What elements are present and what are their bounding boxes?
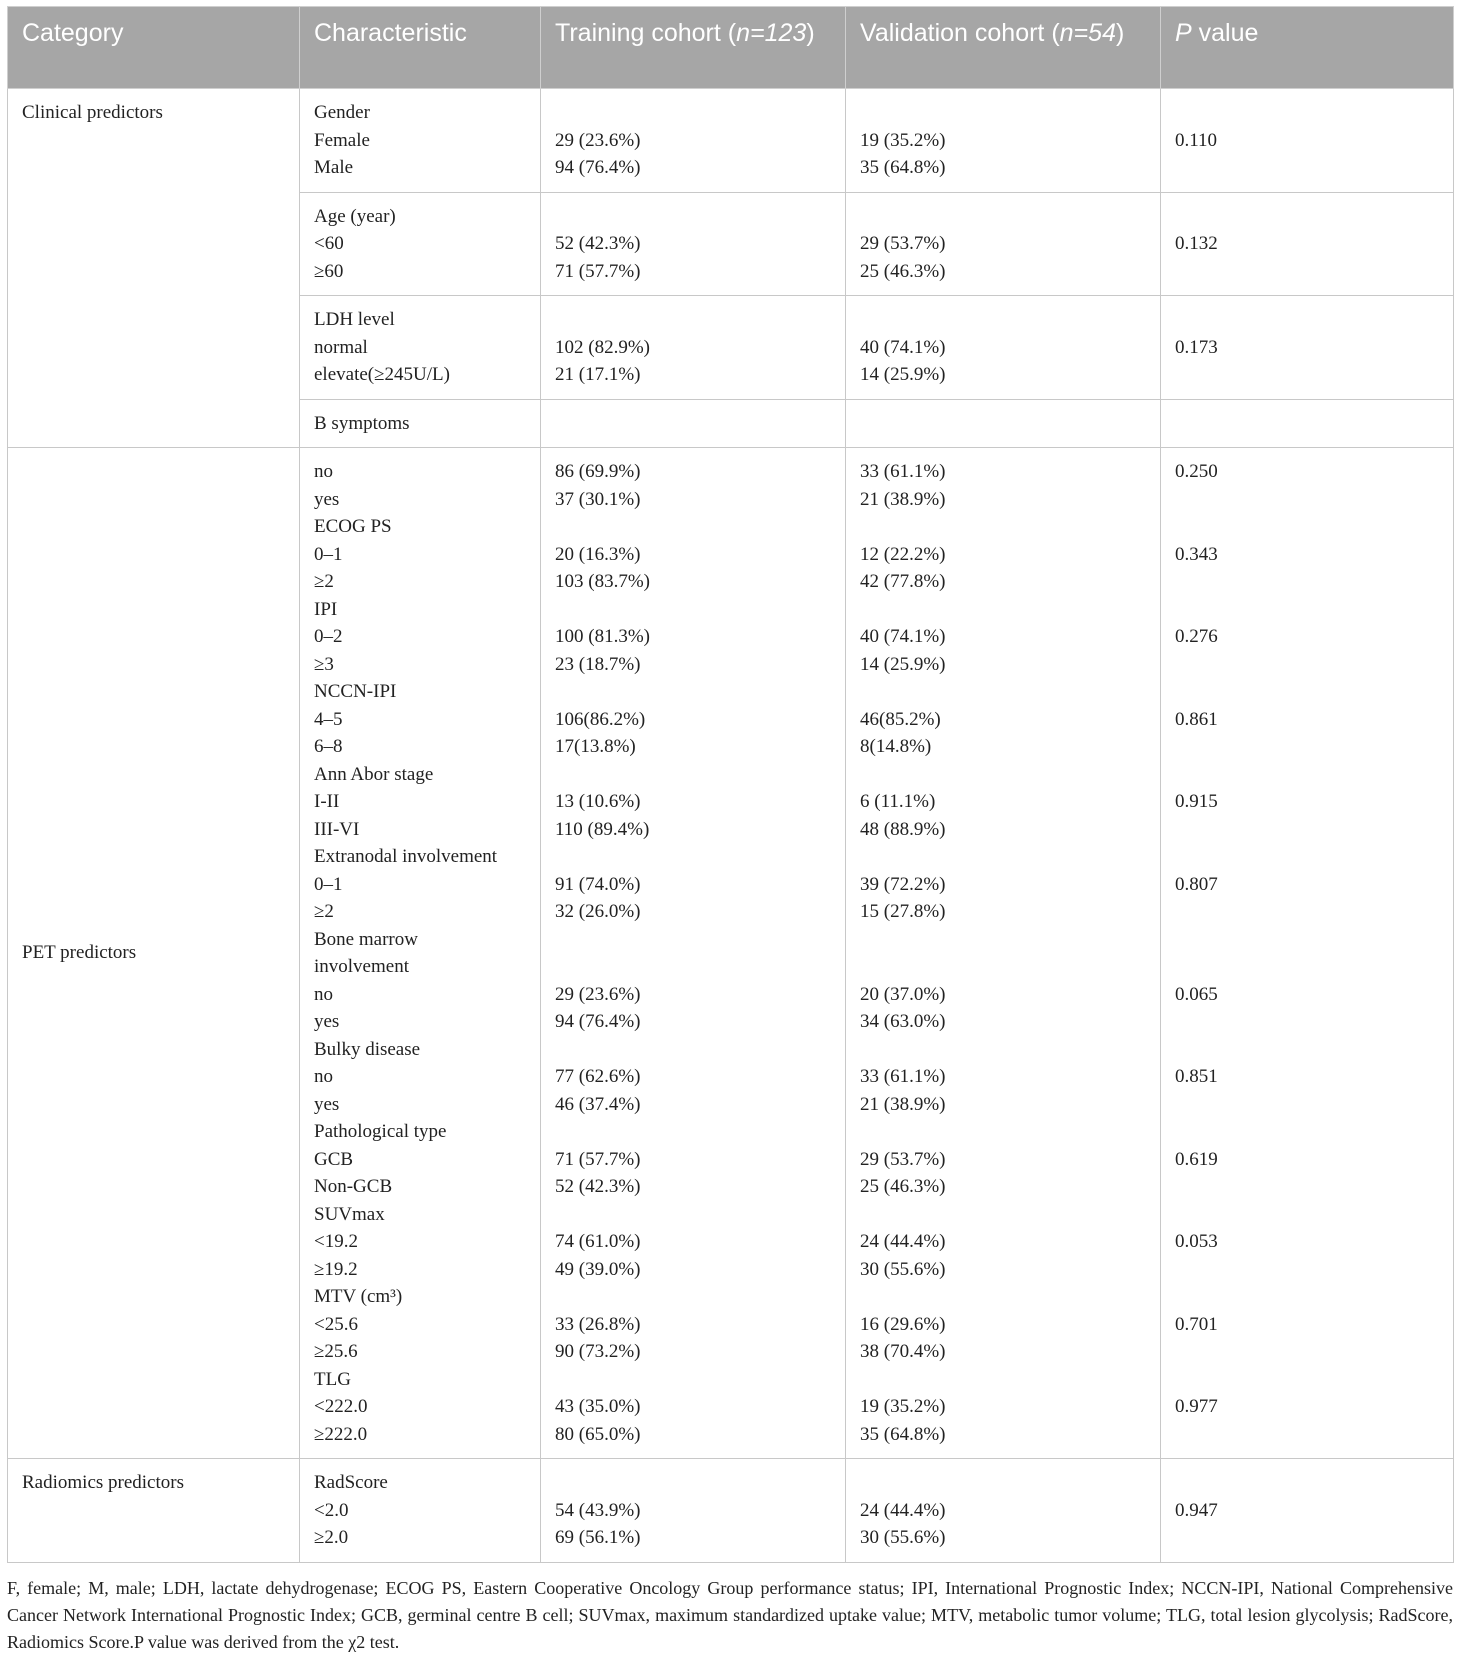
cell-line: no: [314, 461, 333, 482]
cell-line: [555, 953, 831, 981]
cell-line: 54 (43.9%): [555, 1499, 641, 1521]
cell-line: Pathological type: [314, 1121, 447, 1142]
cell-line: Non-GCB: [314, 1176, 393, 1197]
cell-line: [860, 1036, 1146, 1064]
cell-line: 0.807: [1175, 873, 1218, 895]
cell-line: 19 (35.2%): [860, 1396, 946, 1417]
cell-line: 20 (37.0%): [860, 983, 946, 1005]
cell-line: [1175, 761, 1439, 789]
cell-line: 20 (16.3%): [555, 543, 641, 565]
cell-line: 46(85.2%): [860, 708, 941, 730]
cell-line: 46 (37.4%): [555, 1093, 641, 1115]
cell-line: ≥2.0: [314, 1527, 349, 1548]
cell-line: [860, 926, 1146, 954]
cell-line: SUVmax: [314, 1203, 385, 1225]
cell-line: 0.250: [1175, 461, 1218, 482]
cell-line: 34 (63.0%): [860, 1011, 946, 1032]
cell-line: involvement: [314, 956, 409, 977]
cell-line: 0.110: [1175, 129, 1218, 151]
table-container: [7, 6, 1453, 1656]
cell-line: 77 (62.6%): [555, 1066, 641, 1087]
cell-line: [1175, 306, 1439, 334]
cell-line: yes: [314, 1093, 340, 1115]
cell-line: 94 (76.4%): [555, 157, 641, 178]
cell-line: [555, 678, 831, 706]
cell-line: [860, 1118, 1146, 1146]
cell-line: [860, 761, 1146, 789]
cell-line: [1175, 926, 1439, 954]
cell-line: 39 (72.2%): [860, 873, 946, 895]
table-body: [8, 89, 1454, 1563]
cell-line: 94 (76.4%): [555, 1011, 641, 1032]
characteristic-cell: [300, 296, 541, 400]
cell-line: <2.0: [314, 1499, 349, 1521]
cell-line: 49 (39.0%): [555, 1258, 641, 1280]
cell-line: no: [314, 983, 333, 1005]
cell-line: [1175, 486, 1439, 514]
cell-line: [860, 410, 1146, 438]
cell-line: I-II: [314, 791, 340, 812]
cell-line: 21 (38.9%): [860, 488, 946, 510]
cell-line: [555, 410, 831, 438]
cell-line: <222.0: [314, 1396, 368, 1417]
cell-line: NCCN-IPI: [314, 681, 397, 702]
cell-line: LDH level: [314, 309, 395, 330]
cell-line: [1175, 1008, 1439, 1036]
validation-cell: [846, 399, 1161, 448]
cell-line: ≥25.6: [314, 1341, 358, 1362]
header-training-cohort: Training cohort (n=123): [541, 7, 846, 89]
cell-line: 74 (61.0%): [555, 1231, 641, 1252]
category-cell: Clinical predictors: [8, 89, 300, 448]
cell-line: [860, 953, 1146, 981]
cell-line: III-VI: [314, 818, 360, 840]
cell-line: [860, 1283, 1146, 1311]
cell-line: 35 (64.8%): [860, 1423, 946, 1445]
cell-line: 102 (82.9%): [555, 336, 650, 358]
cell-line: 0.977: [1175, 1396, 1218, 1417]
cell-line: 0.276: [1175, 626, 1218, 647]
p-value-cell: [1161, 89, 1454, 193]
cell-line: 16 (29.6%): [860, 1313, 946, 1335]
cell-line: [1175, 1256, 1439, 1284]
cell-line: [555, 306, 831, 334]
cell-line: ≥2: [314, 571, 334, 592]
cell-line: [1175, 258, 1439, 286]
cell-line: [1175, 203, 1439, 231]
cell-line: <60: [314, 233, 344, 254]
cell-line: 80 (65.0%): [555, 1423, 641, 1445]
cell-line: GCB: [314, 1148, 354, 1170]
cell-line: [1175, 513, 1439, 541]
table-footnote: F, female; M, male; LDH, lactate dehydrogenase; ECOG PS, Eastern Cooperative Oncology Group performance status; IPI, International Prognostic Index; NCCN-IPI, National Comprehensive Cancer Network International Prognostic Index; GCB, germinal centre B cell; SUVmax, maximum standardized uptake value; MTV, metabolic tumor volume; TLG, total lesion glycolysis; RadScore, Radiomics Score.P value was derived from the χ2 test.: [7, 1577, 1453, 1652]
cell-line: 0.065: [1175, 983, 1218, 1005]
cell-line: [860, 1469, 1146, 1497]
characteristic-cell: [300, 192, 541, 296]
cell-line: 15 (27.8%): [860, 901, 946, 922]
cell-line: 6–8: [314, 736, 343, 757]
cell-line: 0.915: [1175, 791, 1218, 812]
cell-line: [1175, 154, 1439, 182]
cohort-characteristics-table: [7, 6, 1454, 1563]
cell-line: 29 (23.6%): [555, 129, 641, 151]
cell-line: [1175, 1421, 1439, 1449]
cell-line: [1175, 953, 1439, 981]
training-cell: [541, 89, 846, 193]
cell-line: 0.343: [1175, 543, 1218, 565]
cell-line: 8(14.8%): [860, 736, 932, 757]
cell-line: [555, 1283, 831, 1311]
cell-line: 110 (89.4%): [555, 818, 650, 840]
validation-cell: [846, 296, 1161, 400]
training-cell: [541, 399, 846, 448]
cell-line: [555, 1118, 831, 1146]
cell-line: 0.861: [1175, 708, 1218, 730]
cell-line: 25 (46.3%): [860, 260, 946, 282]
cell-line: 21 (17.1%): [555, 364, 641, 385]
cell-line: [1175, 1201, 1439, 1229]
cell-line: [1175, 1524, 1439, 1552]
cell-line: 35 (64.8%): [860, 157, 946, 178]
cell-line: 106(86.2%): [555, 708, 646, 730]
cell-line: [1175, 1283, 1439, 1311]
cell-line: [555, 1469, 831, 1497]
cell-line: 24 (44.4%): [860, 1499, 946, 1521]
cell-line: Male: [314, 157, 354, 178]
p-value-cell: [1161, 448, 1454, 1459]
cell-line: ≥3: [314, 653, 334, 675]
cell-line: [860, 306, 1146, 334]
cell-line: <25.6: [314, 1313, 358, 1335]
validation-cell: [846, 1459, 1161, 1563]
cell-line: 0.851: [1175, 1066, 1218, 1087]
cell-line: [860, 1201, 1146, 1229]
cell-line: MTV (cm³): [314, 1286, 403, 1307]
cell-line: 33 (61.1%): [860, 1066, 946, 1087]
cell-line: Ann Abor stage: [314, 763, 434, 785]
cell-line: [555, 761, 831, 789]
cell-line: 0–2: [314, 626, 343, 647]
cell-line: Extranodal involvement: [314, 846, 498, 867]
cell-line: 103 (83.7%): [555, 571, 650, 592]
cell-line: [1175, 1469, 1439, 1497]
cell-line: 71 (57.7%): [555, 260, 641, 282]
training-cell: [541, 448, 846, 1459]
cell-line: Bulky disease: [314, 1038, 421, 1060]
cell-line: 23 (18.7%): [555, 653, 641, 675]
cell-line: no: [314, 1066, 333, 1087]
cell-line: [1175, 1173, 1439, 1201]
cell-line: 40 (74.1%): [860, 336, 946, 358]
cell-line: 30 (55.6%): [860, 1258, 946, 1280]
cell-line: Bone marrow: [314, 928, 418, 950]
cell-line: 4–5: [314, 708, 343, 730]
cell-line: 40 (74.1%): [860, 626, 946, 647]
cell-line: 0–1: [314, 543, 343, 565]
validation-cell: [846, 192, 1161, 296]
cell-line: 30 (55.6%): [860, 1527, 946, 1548]
cell-line: [860, 678, 1146, 706]
cell-line: 52 (42.3%): [555, 233, 641, 254]
cell-line: 12 (22.2%): [860, 543, 946, 565]
characteristic-cell: [300, 448, 541, 1459]
cell-line: 48 (88.9%): [860, 818, 946, 840]
header-characteristic: Characteristic: [300, 7, 541, 89]
cell-line: 38 (70.4%): [860, 1341, 946, 1362]
cell-line: 6 (11.1%): [860, 791, 936, 812]
cell-line: 25 (46.3%): [860, 1176, 946, 1197]
cell-line: [1175, 816, 1439, 844]
table-row: [8, 448, 1454, 1459]
cell-line: <19.2: [314, 1231, 358, 1252]
cell-line: [1175, 898, 1439, 926]
cell-line: 21 (38.9%): [860, 1093, 946, 1115]
p-value-cell: [1161, 1459, 1454, 1563]
cell-line: Female: [314, 129, 370, 151]
cell-line: yes: [314, 1011, 340, 1032]
cell-line: IPI: [314, 598, 338, 620]
cell-line: [1175, 1091, 1439, 1119]
cell-line: [555, 1366, 831, 1394]
cell-line: [1175, 1366, 1439, 1394]
cell-line: [1175, 1118, 1439, 1146]
cell-line: 0.619: [1175, 1148, 1218, 1170]
cell-line: [555, 99, 831, 127]
cell-line: [1175, 410, 1439, 438]
cell-line: 86 (69.9%): [555, 461, 641, 482]
category-cell: Radiomics predictors: [8, 1459, 300, 1563]
cell-line: 29 (23.6%): [555, 983, 641, 1005]
header-row: [8, 7, 1454, 89]
cell-line: 71 (57.7%): [555, 1148, 641, 1170]
cell-line: [1175, 568, 1439, 596]
cell-line: 52 (42.3%): [555, 1176, 641, 1197]
cell-line: [1175, 678, 1439, 706]
cell-line: ≥222.0: [314, 1423, 368, 1445]
cell-line: [1175, 843, 1439, 871]
validation-cell: [846, 448, 1161, 1459]
category-cell: PET predictors: [8, 448, 300, 1459]
p-value-cell: [1161, 192, 1454, 296]
cell-line: 33 (26.8%): [555, 1313, 641, 1335]
cell-line: [1175, 99, 1439, 127]
characteristic-cell: [300, 1459, 541, 1563]
cell-line: [1175, 596, 1439, 624]
characteristic-cell: [300, 399, 541, 448]
training-cell: [541, 192, 846, 296]
cell-line: ECOG PS: [314, 516, 392, 537]
cell-line: 43 (35.0%): [555, 1396, 641, 1417]
cell-line: elevate(≥245U/L): [314, 364, 450, 385]
cell-line: Age (year): [314, 205, 396, 227]
cell-line: 69 (56.1%): [555, 1527, 641, 1548]
cell-line: [1175, 1036, 1439, 1064]
cell-line: yes: [314, 488, 340, 510]
training-cell: [541, 1459, 846, 1563]
cell-line: [1175, 1338, 1439, 1366]
cell-line: 29 (53.7%): [860, 1148, 946, 1170]
table-header: [8, 7, 1454, 89]
p-value-cell: [1161, 296, 1454, 400]
cell-line: [555, 203, 831, 231]
cell-line: 0.132: [1175, 233, 1218, 254]
cell-line: [555, 1036, 831, 1064]
p-value-cell: [1161, 399, 1454, 448]
training-cell: [541, 296, 846, 400]
header-validation-cohort: Validation cohort (n=54): [846, 7, 1161, 89]
header-p-value: P value: [1161, 7, 1454, 89]
cell-line: 14 (25.9%): [860, 364, 946, 385]
cell-line: [860, 513, 1146, 541]
cell-line: 90 (73.2%): [555, 1341, 641, 1362]
cell-line: 0.947: [1175, 1499, 1218, 1521]
cell-line: 32 (26.0%): [555, 901, 641, 922]
cell-line: [555, 596, 831, 624]
validation-cell: [846, 89, 1161, 193]
cell-line: [1175, 651, 1439, 679]
cell-line: 37 (30.1%): [555, 488, 641, 510]
cell-line: Gender: [314, 102, 370, 123]
cell-line: [860, 596, 1146, 624]
cell-line: normal: [314, 336, 368, 358]
cell-line: ≥19.2: [314, 1258, 358, 1280]
cell-line: 100 (81.3%): [555, 626, 650, 647]
cell-line: [860, 1366, 1146, 1394]
cell-line: 33 (61.1%): [860, 461, 946, 482]
cell-line: 0.173: [1175, 336, 1218, 358]
cell-line: 0.701: [1175, 1313, 1218, 1335]
cell-line: [860, 203, 1146, 231]
cell-line: 14 (25.9%): [860, 653, 946, 675]
cell-line: [555, 926, 831, 954]
cell-line: 19 (35.2%): [860, 129, 946, 151]
cell-line: [555, 1201, 831, 1229]
cell-line: RadScore: [314, 1472, 388, 1493]
cell-line: ≥2: [314, 901, 334, 922]
cell-line: 0–1: [314, 873, 343, 895]
table-row: [8, 1459, 1454, 1563]
cell-line: TLG: [314, 1368, 351, 1390]
cell-line: ≥60: [314, 260, 344, 282]
table-row: [8, 89, 1454, 193]
cell-line: 24 (44.4%): [860, 1231, 946, 1252]
cell-line: 17(13.8%): [555, 736, 636, 757]
cell-line: [555, 843, 831, 871]
cell-line: B symptoms: [314, 412, 410, 434]
cell-line: [1175, 361, 1439, 389]
cell-line: 42 (77.8%): [860, 571, 946, 592]
cell-line: 29 (53.7%): [860, 233, 946, 254]
cell-line: [555, 513, 831, 541]
cell-line: [860, 843, 1146, 871]
cell-line: 13 (10.6%): [555, 791, 641, 812]
cell-line: 91 (74.0%): [555, 873, 641, 895]
cell-line: [860, 99, 1146, 127]
header-category: Category: [8, 7, 300, 89]
cell-line: 0.053: [1175, 1231, 1218, 1252]
cell-line: [1175, 733, 1439, 761]
characteristic-cell: [300, 89, 541, 193]
